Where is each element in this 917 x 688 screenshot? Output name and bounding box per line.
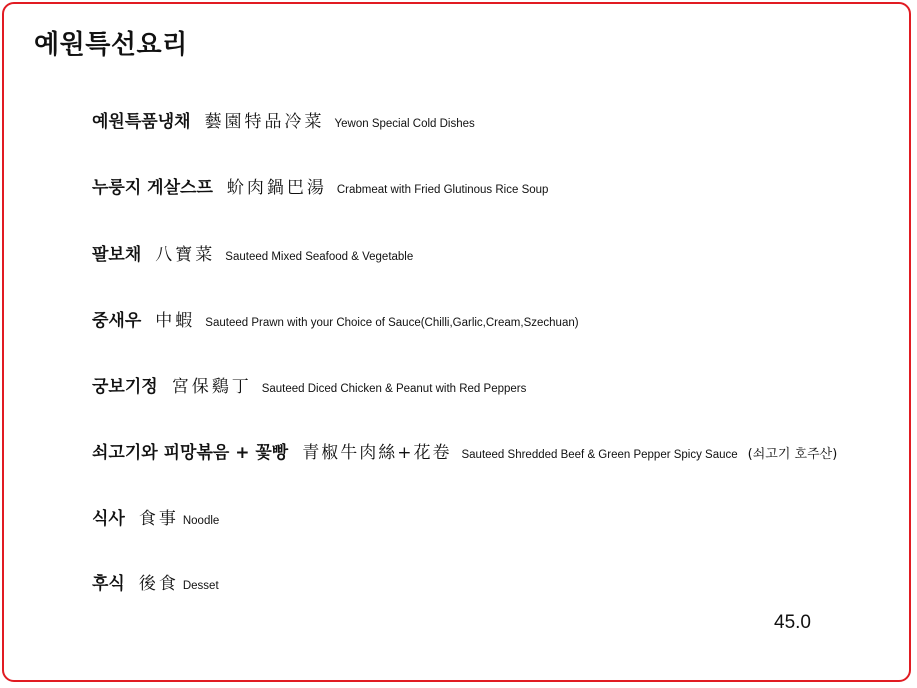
item-english-name: Crabmeat with Fried Glutinous Rice Soup (336, 184, 549, 196)
item-english-name: Yewon Special Cold Dishes (334, 118, 475, 130)
menu-item (92, 372, 536, 397)
item-chinese-name: 中蝦 (155, 311, 196, 331)
item-english-name: Desset (182, 580, 219, 592)
item-korean-name: 중새우 (92, 311, 142, 331)
item-korean-name: 쇠고기와 피망볶음 + 꽃빵 (92, 443, 289, 463)
item-english-name: Sauteed Prawn with your Choice of Sauce(Chilli,Garlic,Cream,Szechuan) (205, 317, 579, 329)
menu-item (92, 306, 589, 331)
item-chinese-name: 八寶菜 (155, 245, 216, 265)
item-english-name: Sauteed Diced Chicken & Peanut with Red Peppers (261, 383, 527, 395)
menu-item (92, 504, 229, 529)
item-korean-name: 예원특품냉채 (92, 112, 191, 132)
page-title: 예원특선요리 (34, 30, 188, 60)
item-origin-note: (쇠고기 호주산) (747, 447, 838, 462)
item-chinese-name: 食事 (138, 509, 179, 529)
menu-item (92, 107, 485, 132)
item-chinese-name: 後食 (138, 574, 179, 594)
item-korean-name: 후식 (92, 574, 125, 594)
menu-item (92, 569, 229, 594)
menu-item (92, 173, 558, 198)
course-price: 45.0 (774, 612, 811, 633)
menu-item (92, 438, 837, 463)
item-chinese-name: 宮保鷄丁 (171, 377, 252, 397)
item-korean-name: 식사 (92, 509, 125, 529)
item-english-name: Sauteed Shredded Beef & Green Pepper Spicy Sauce (461, 449, 738, 461)
item-chinese-name: 藝園特品冷菜 (204, 112, 325, 132)
item-korean-name: 궁보기정 (92, 377, 158, 397)
menu-item (92, 240, 423, 265)
item-english-name: Noodle (182, 515, 220, 527)
item-korean-name: 누룽지 게살스프 (92, 178, 213, 198)
item-english-name: Sauteed Mixed Seafood & Vegetable (225, 251, 414, 263)
item-chinese-name: 蚧肉鍋巴湯 (226, 178, 327, 198)
item-chinese-name: 青椒牛肉絲+花卷 (302, 443, 452, 463)
item-korean-name: 팔보채 (92, 245, 142, 265)
